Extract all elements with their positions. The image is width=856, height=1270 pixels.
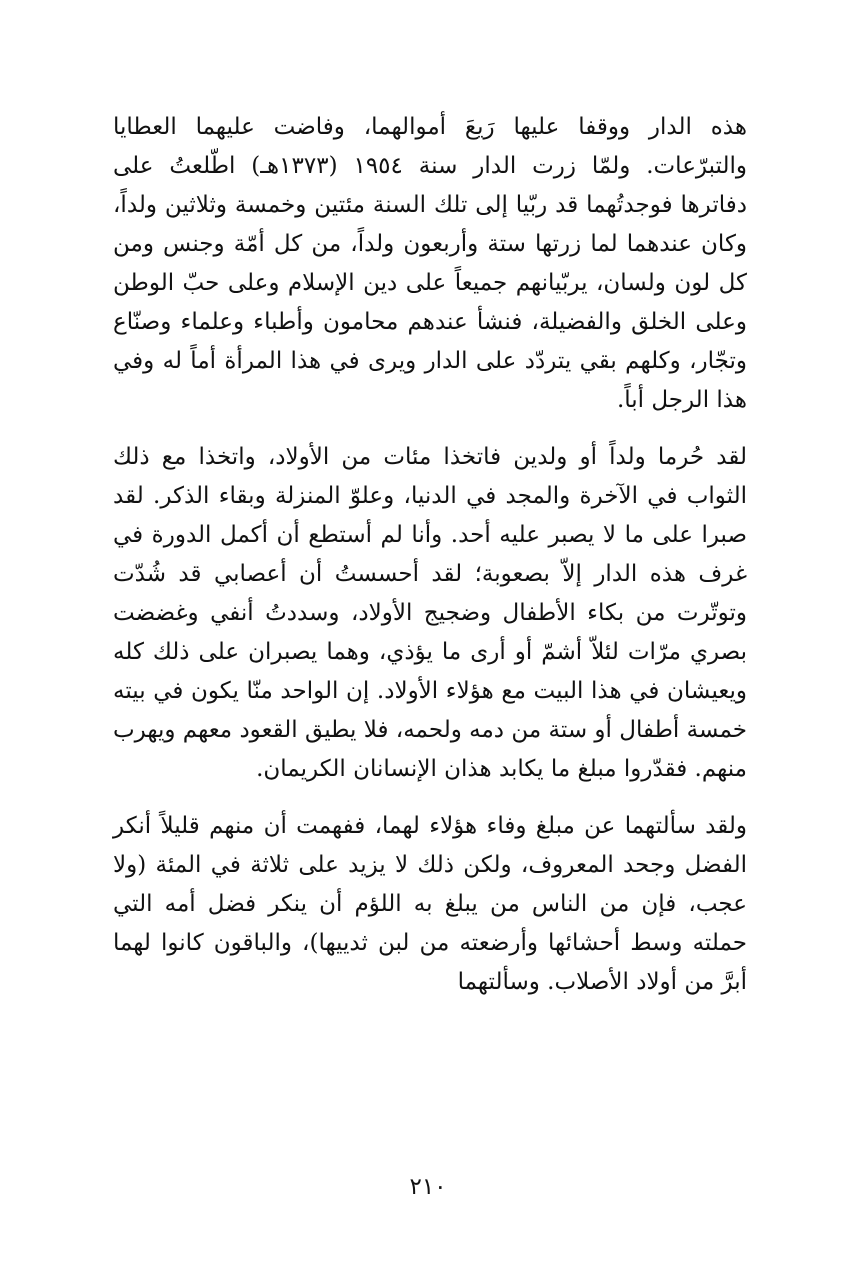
body-text xyxy=(113,108,747,1002)
paragraph-3: ولقد سألتهما عن مبلغ وفاء هؤلاء لهما، ففهمت أن منهم قليلاً أنكر الفضل وجحد المعروف، ولكن ذلك لا يزيد على ثلاثة في المئة (ولا عجب، فإن من الناس من يبلغ به اللؤم أن ينكر فضل أمه التي حملته وسط أحشائها وأرضعته من لبن ثدييها)، والباقون كانوا لهما أبرَّ من أولاد الأصلاب. وسألتهما xyxy=(113,813,747,995)
paragraph-2: لقد حُرما ولداً أو ولدين فاتخذا مئات من الأولاد، واتخذا مع ذلك الثواب في الآخرة والمجد في الدنيا، وعلوّ المنزلة وبقاء الذكر. لقد صبرا على ما لا يصبر عليه أحد. وأنا لم أستطع أن أكمل الدورة في غرف هذه الدار إلاّ بصعوبة؛ لقد أحسستُ أن أعصابي قد شُدّت وتوتّرت من بكاء الأطفال وضجيج الأولاد، وسددتُ أنفي وغضضت بصري مرّات لئلاّ أشمّ أو أرى ما يؤذي، وهما يصبران على ذلك كله ويعيشان في هذا البيت مع هؤلاء الأولاد. إن الواحد منّا يكون في بيته خمسة أطفال أو ستة من دمه ولحمه، فلا يطيق القعود معهم ويهرب منهم. فقدّروا مبلغ ما يكابد هذان الإنسانان الكريمان. xyxy=(113,444,747,782)
page-number: ٢١٠ xyxy=(409,1174,447,1200)
paragraph-1: هذه الدار ووقفا عليها رَيعَ أموالهما، وفاضت عليهما العطايا والتبرّعات. ولمّا زرت الدار سنة ١٩٥٤ (١٣٧٣هـ) اطّلعتُ على دفاترها فوجدتُهما قد ربّيا إلى تلك السنة مئتين وخمسة وثلاثين ولداً، وكان عندهما لما زرتها ستة وأربعون ولداً، من كل أمّة وجنس ومن كل لون ولسان، يربّيانهم جميعاً على دين الإسلام وعلى حبّ الوطن وعلى الخلق والفضيلة، فنشأ عندهم محامون وأطباء وعلماء وصنّاع وتجّار، وكلهم بقي يتردّد على الدار ويرى في هذا المرأة أماً له وفي هذا الرجل أباً. xyxy=(113,114,747,413)
